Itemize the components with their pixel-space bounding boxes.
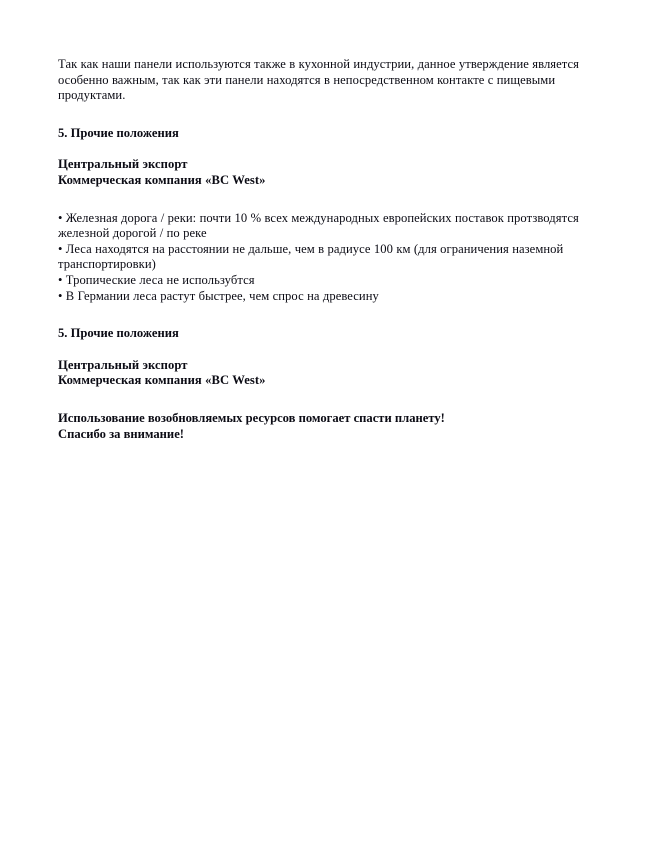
list-item: • Леса находятся на расстоянии не дальше, чем в радиусе 100 км (для ограничения наземной транспортировки) [58,241,564,272]
paragraph-spacer [58,104,598,126]
closing-line-1: Использование возобновляемых ресурсов помогает спасти планету! [58,410,445,425]
list-item: • Тропические леса не использубтся [58,272,255,287]
section-one-company-line-1: Центральный экспорт [58,157,188,172]
list-item: • В Германии леса растут быстрее, чем спрос на древесину [58,288,379,303]
section-one-company-line-2: Коммерческая компания «BC West» [58,172,266,187]
section-one-heading: 5. Прочие положения [58,125,179,140]
intro-paragraph: Так как наши панели используются также в кухонной индустрии, данное утверждение является особенно важным, так как эти панели находятся в непосредственном контакте с пищевыми продуктами. [58,57,580,103]
section-two-company-line-2: Коммерческая компания «BC West» [58,373,266,388]
heading-spacer-one [58,141,598,157]
section-two-heading: 5. Прочие положения [58,326,179,341]
bullet-list [58,211,598,305]
closing-block [58,411,598,442]
closing-line-2: Спасибо за внимание! [58,426,184,441]
section-one-company-block [58,157,598,188]
company-block-spacer-one [58,189,598,211]
list-item: • Железная дорога / реки: почти 10 % всех международных европейских поставок протзводятся железной дорогой / по реке [58,210,579,241]
bullet-list-spacer [58,304,598,326]
company-block-spacer-two [58,389,598,411]
heading-spacer-two [58,342,598,358]
section-two-company-block [58,358,598,389]
section-two-company-line-1: Центральный экспорт [58,357,188,372]
document-body [58,57,598,442]
